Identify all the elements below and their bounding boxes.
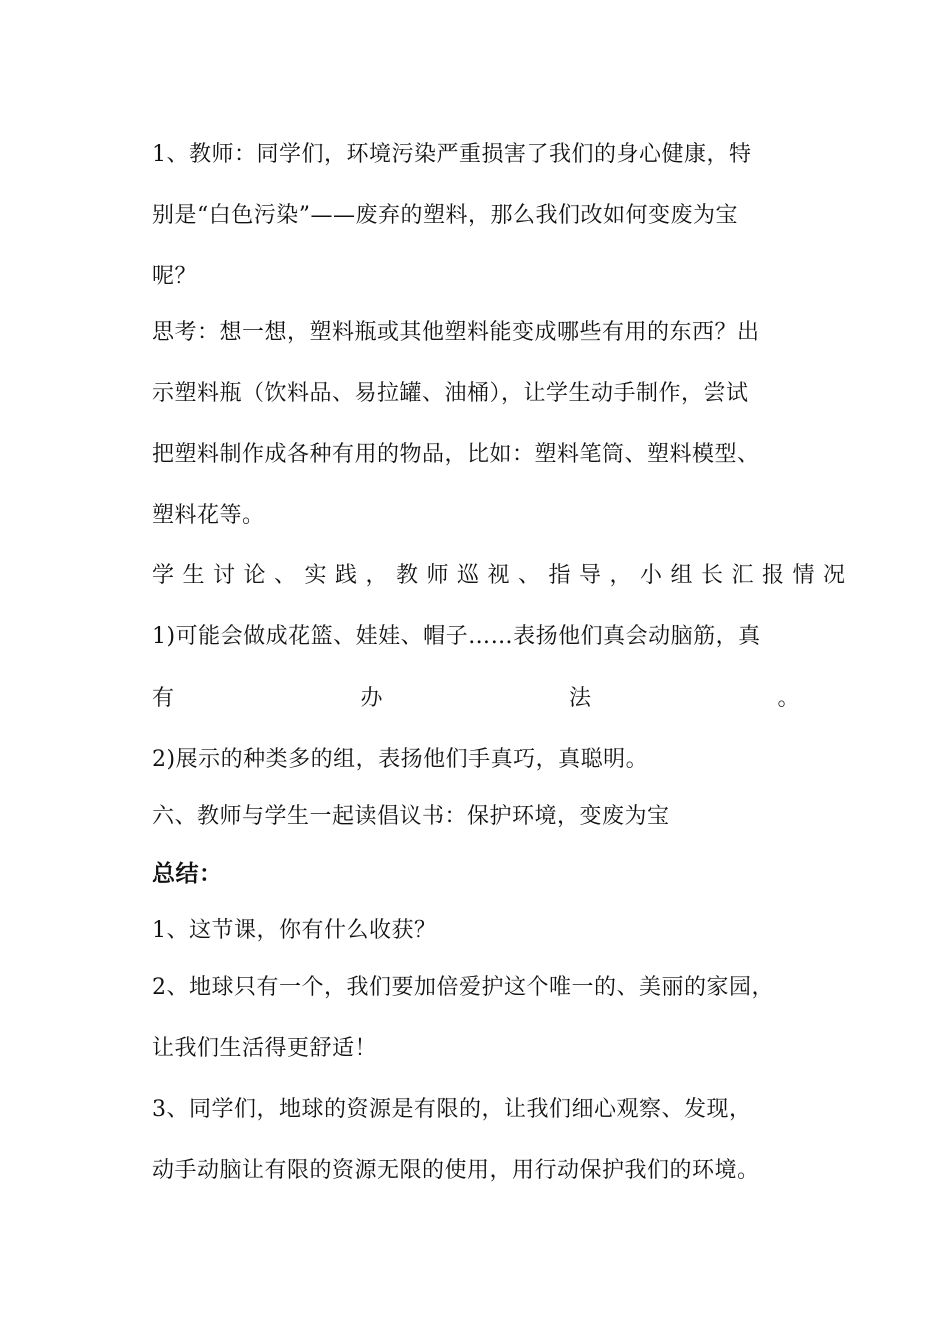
paragraph-line-10-spread <box>152 684 800 714</box>
paragraph-line-16: 让我们生活得更舒适！ <box>152 1036 378 1061</box>
paragraph-line-7: 塑料花等。 <box>152 503 265 528</box>
paragraph-line-5: 示塑料瓶（饮料品、易拉罐、油桶），让学生动手制作，尝试 <box>152 381 749 406</box>
paragraph-line-12: 六、教师与学生一起读倡议书：保护环境，变废为宝 <box>152 804 670 829</box>
paragraph-line-2: 别是“白色污染”——废弃的塑料，那么我们改如何变废为宝 <box>152 203 738 228</box>
paragraph-line-18: 动手动脑让有限的资源无限的使用，用行动保护我们的环境。 <box>152 1158 760 1183</box>
paragraph-line-11: 2)展示的种类多的组，表扬他们手真巧，真聪明。 <box>152 747 649 772</box>
paragraph-line-14: 1、这节课，你有什么收获？ <box>152 918 437 943</box>
paragraph-line-1: 1、教师：同学们，环境污染严重损害了我们的身心健康，特 <box>152 142 752 167</box>
paragraph-line-8: 学生讨论、实践，教师巡视、指导，小组长汇报情况 <box>152 563 854 588</box>
spread-char-4: 。 <box>777 686 800 711</box>
spread-char-2: 办 <box>360 686 383 711</box>
paragraph-line-6: 把塑料制作成各种有用的物品，比如：塑料笔筒、塑料模型、 <box>152 442 760 467</box>
paragraph-line-3: 呢？ <box>152 264 198 289</box>
paragraph-line-4: 思考：想一想，塑料瓶或其他塑料能变成哪些有用的东西？出 <box>152 320 760 345</box>
spread-char-1: 有 <box>152 686 175 711</box>
paragraph-line-9: 1)可能会做成花篮、娃娃、帽子……表扬他们真会动脑筋，真 <box>152 624 761 649</box>
paragraph-line-15: 2、地球只有一个，我们要加倍爱护这个唯一的、美丽的家园， <box>152 975 774 1000</box>
section-heading-summary: 总结： <box>152 861 223 887</box>
spread-char-3: 法 <box>568 686 592 711</box>
paragraph-line-17: 3、同学们，地球的资源是有限的，让我们细心观察、发现， <box>152 1097 752 1122</box>
